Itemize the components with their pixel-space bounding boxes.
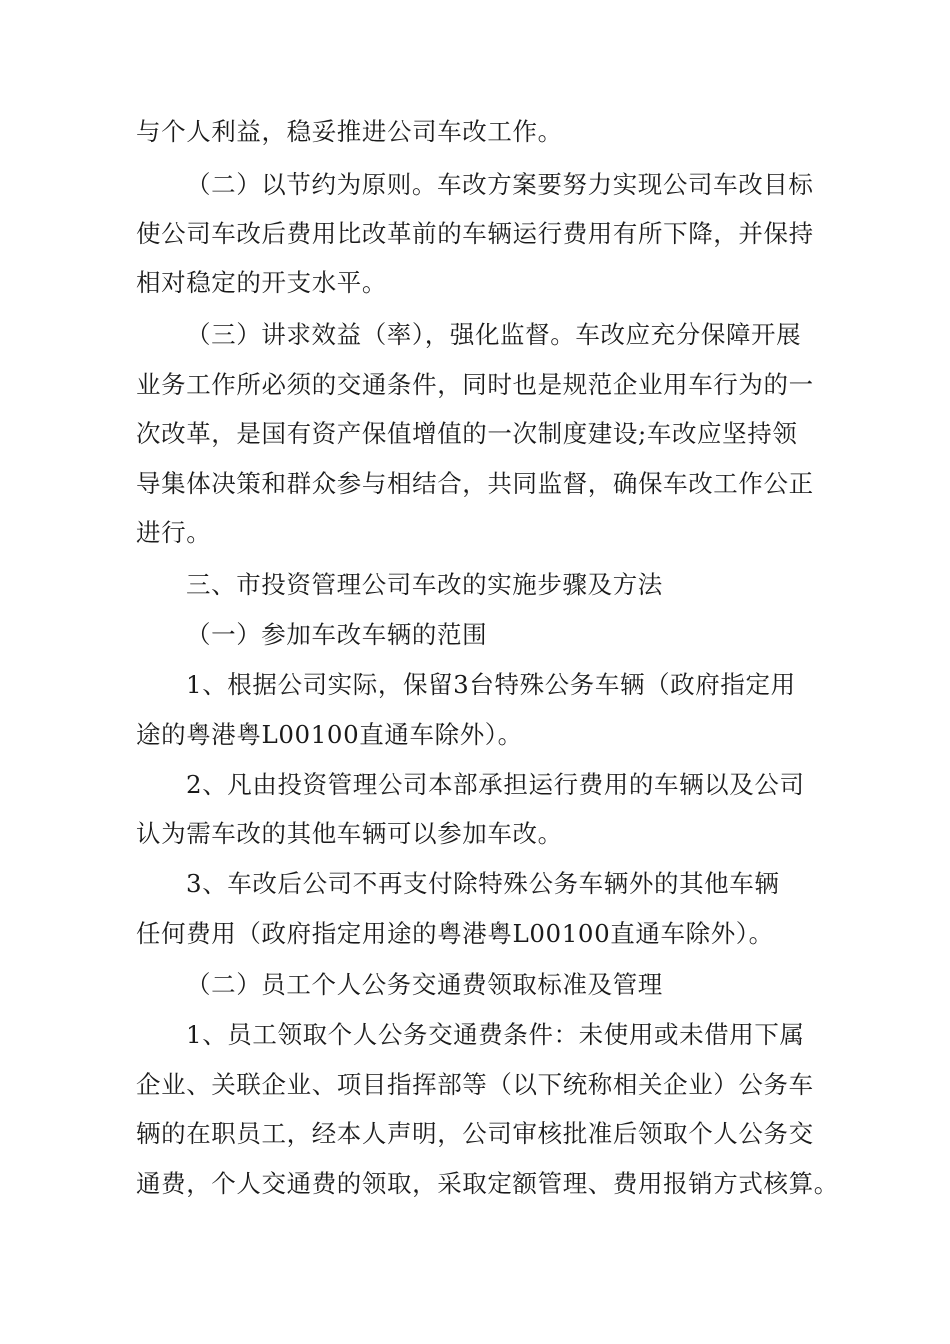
text-line-16: 3、车改后公司不再支付除特殊公务车辆外的其他车辆 xyxy=(186,869,780,898)
text-line-15: 认为需车改的其他车辆可以参加车改。 xyxy=(136,819,563,848)
text-line-6: 业务工作所必须的交通条件，同时也是规范企业用车行为的一 xyxy=(136,370,814,399)
text-line-17: 任何费用（政府指定用途的粤港粤L00100直通车除外）。 xyxy=(136,919,774,948)
text-line-19: 1、员工领取个人公务交通费条件：未使用或未借用下属 xyxy=(186,1020,805,1049)
text-line-21: 辆的在职员工，经本人声明，公司审核批准后领取个人公务交 xyxy=(136,1119,814,1148)
text-line-1: 与个人利益，稳妥推进公司车改工作。 xyxy=(136,117,563,146)
text-line-9: 进行。 xyxy=(136,518,212,547)
section-heading: 三、市投资管理公司车改的实施步骤及方法 xyxy=(186,570,663,599)
text-line-14: 2、凡由投资管理公司本部承担运行费用的车辆以及公司 xyxy=(186,770,805,799)
text-line-22: 通费，个人交通费的领取，采取定额管理、费用报销方式核算。 xyxy=(136,1169,839,1198)
text-line-20: 企业、关联企业、项目指挥部等（以下统称相关企业）公务车 xyxy=(136,1070,814,1099)
subsection-heading-2: （二）员工个人公务交通费领取标准及管理 xyxy=(186,970,663,999)
text-line-12: 1、根据公司实际，保留3台特殊公务车辆（政府指定用 xyxy=(186,670,796,699)
text-line-2: （二）以节约为原则。车改方案要努力实现公司车改目标 xyxy=(186,170,814,199)
subsection-heading-1: （一）参加车改车辆的范围 xyxy=(186,620,488,649)
text-line-3: 使公司车改后费用比改革前的车辆运行费用有所下降，并保持 xyxy=(136,219,814,248)
text-line-8: 导集体决策和群众参与相结合，共同监督，确保车改工作公正 xyxy=(136,469,814,498)
text-line-7: 次改革，是国有资产保值增值的一次制度建设;车改应坚持领 xyxy=(136,419,798,448)
text-line-4: 相对稳定的开支水平。 xyxy=(136,268,387,297)
text-line-13: 途的粤港粤L00100直通车除外）。 xyxy=(136,720,523,749)
text-line-5: （三）讲求效益（率），强化监督。车改应充分保障开展 xyxy=(186,320,802,349)
